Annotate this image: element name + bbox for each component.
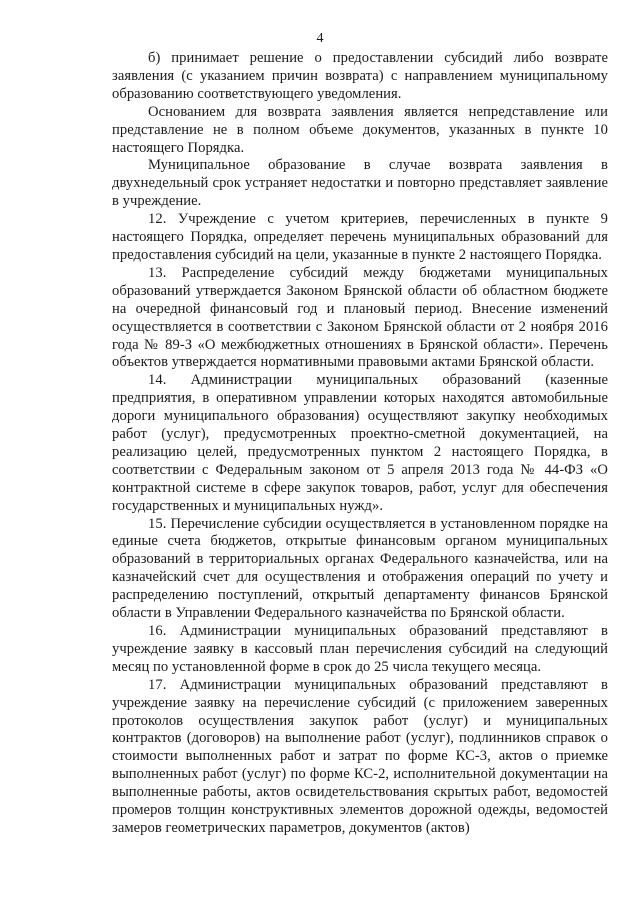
paragraph-resubmission: Муниципальное образование в случае возврата заявления в двухнедельный срок устраняет недостатки и повторно представляет заявление в учреждение. [112,157,608,210]
paragraph-return-grounds: Основанием для возврата заявления является непредставление или представление не в полном объеме документов, указанных в пункте 10 настоящего Порядка. [112,103,608,156]
paragraph-13: 13. Распределение субсидий между бюджетами муниципальных образований утверждается Законом Брянской области об областном бюджете на очередной финансовый год и плановый период. Внесение изменений осуществляется в соответствии с Законом Брянской области от 2 ноября 2016 года № 89-З «О межбюджетных отношениях в Брянской области». Перечень объектов утверждается нормативными правовыми актами Брянской области. [112,264,608,371]
paragraph-14: 14. Администрации муниципальных образований (казенные предприятия, в оперативном управлении которых находятся автомобильные дороги муниципального образования) осуществляют закупку необходимых работ (услуг), предусмотренных проектно-сметной документацией, на реализацию целей, предусмотренных пунктом 2 настоящего Порядка, в соответствии с Федеральным законом от 5 апреля 2013 года № 44-ФЗ «О контрактной системе в сфере закупок товаров, работ, услуг для обеспечения государственных и муниципальных нужд». [112,372,608,514]
paragraph-item-b: б) принимает решение о предоставлении субсидий либо возврате заявления (с указанием причин возврата) с направлением муниципальному образованию соответствующего уведомления. [112,50,608,102]
document-body [112,50,608,838]
paragraph-17: 17. Администрации муниципальных образований представляют в учреждение заявку на перечисление субсидий (с приложением заверенных протоколов осуществления закупок работ (услуг) и муниципальных контрактов (договоров) на выполнение работ (услуг), подлинников справок о стоимости выполненных работ и затрат по форме КС-3, актов о приемке выполненных работ (услуг) по форме КС-2, исполнительной документации на выполненные работы, актов освидетельствования скрытых работ, ведомостей промеров толщин конструктивных элементов дорожной одежды, ведомостей замеров геометрических параметров, документов (актов) [112,676,608,836]
paragraph-16: 16. Администрации муниципальных образований представляют в учреждение заявку в кассовый план перечисления субсидий на следующий месяц по установленной форме в срок до 25 числа текущего месяца. [112,623,608,675]
paragraph-15: 15. Перечисление субсидии осуществляется в установленном порядке на единые счета бюджетов, открытые финансовым органом муниципальных образований в территориальных органах Федерального казначейства, или на казначейский счет для осуществления и отображения операций по учету и распределению поступлений, открытый департаменту финансов Брянской области в Управлении Федерального казначейства по Брянской области. [112,515,608,622]
paragraph-12: 12. Учреждение с учетом критериев, перечисленных в пункте 9 настоящего Порядка, определяет перечень муниципальных образований для предоставления субсидий на цели, указанные в пункте 2 настоящего Порядка. [112,211,608,263]
page-number: 4 [316,31,324,46]
